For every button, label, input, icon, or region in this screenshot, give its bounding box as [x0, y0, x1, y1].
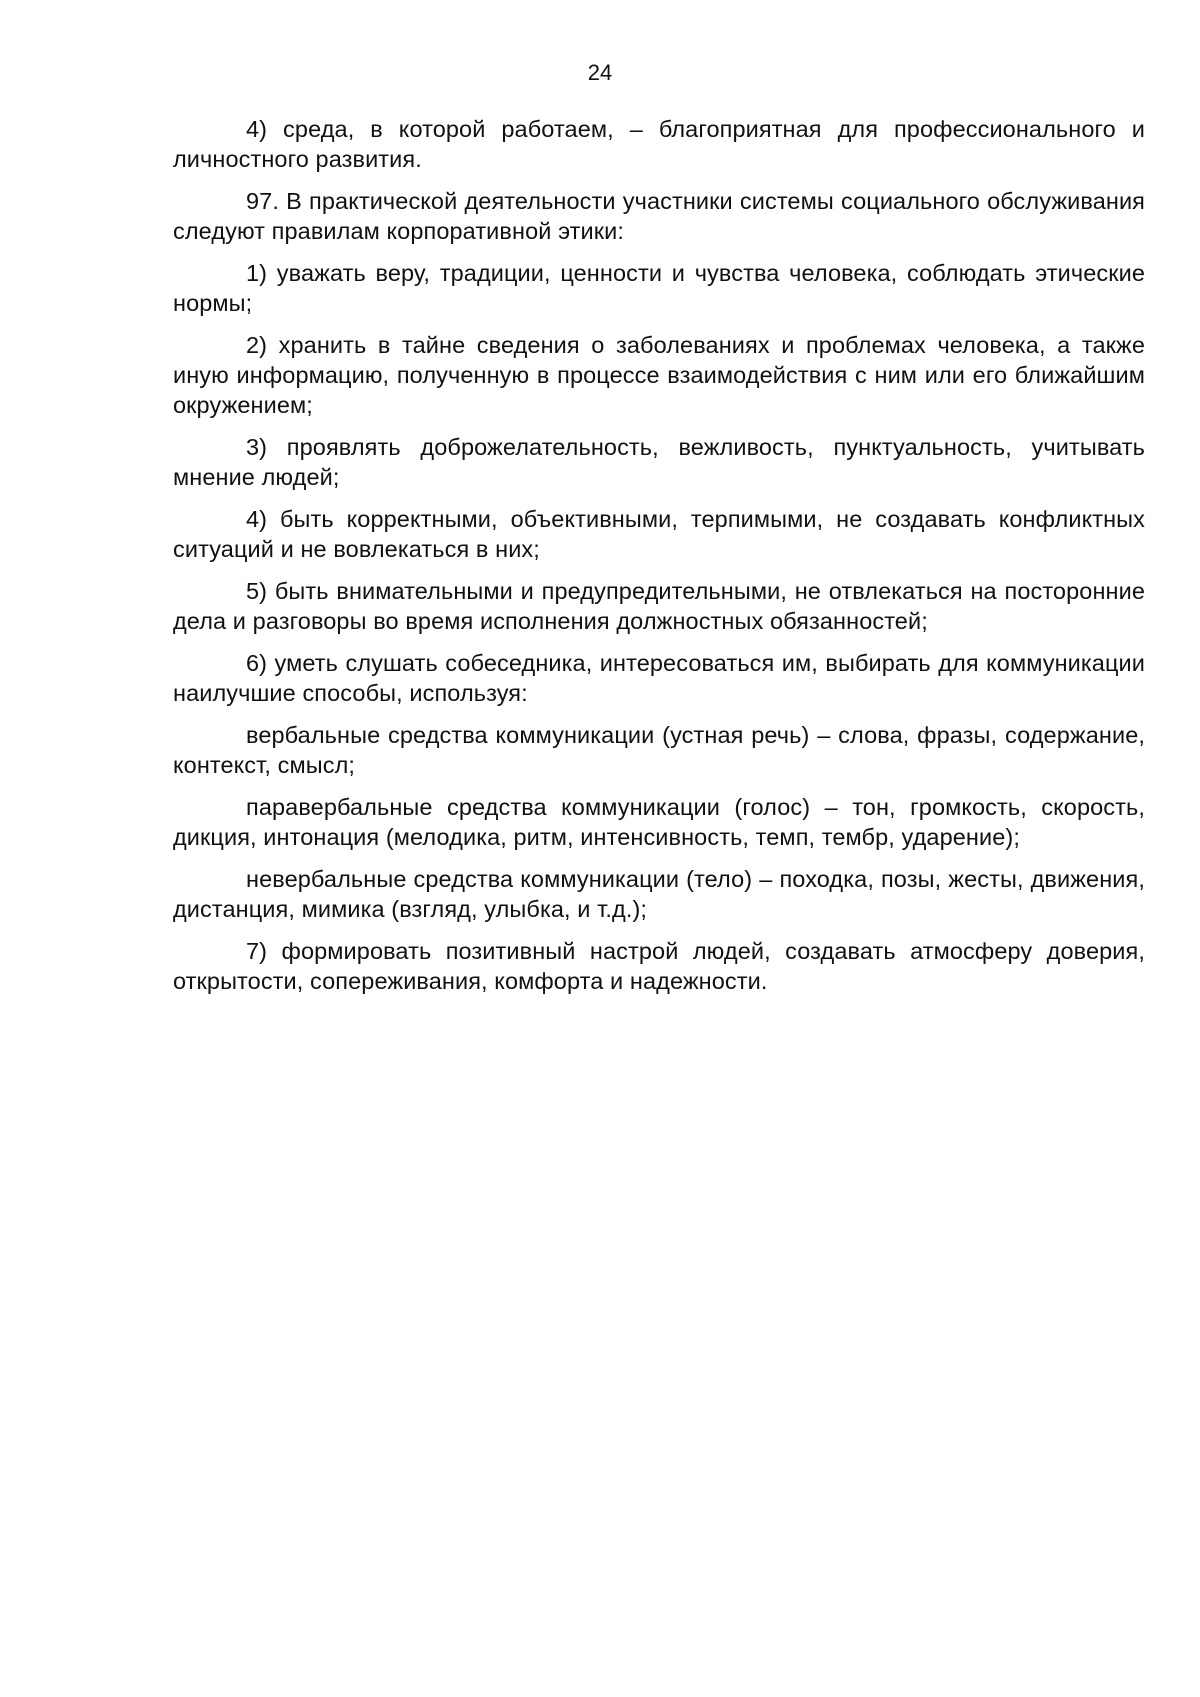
sub-item-paraverbal: паравербальные средства коммуникации (голос) – тон, громкость, скорость, дикция, интонация (мелодика, ритм, интенсивность, темп, тембр, ударение);: [173, 794, 1145, 850]
page-number: 24: [587, 60, 613, 85]
list-item-5: 5) быть внимательными и предупредительными, не отвлекаться на посторонние дела и разговоры во время исполнения должностных обязанностей;: [173, 578, 1145, 634]
sub-item-verbal: вербальные средства коммуникации (устная речь) – слова, фразы, содержание, контекст, смысл;: [173, 722, 1145, 778]
list-item-3: 3) проявлять доброжелательность, вежливость, пунктуальность, учитывать мнение людей;: [173, 434, 1145, 490]
list-item-1: 1) уважать веру, традиции, ценности и чувства человека, соблюдать этические нормы;: [173, 260, 1145, 316]
paragraph-97-corporate-ethics: 97. В практической деятельности участники системы социального обслуживания следуют правилам корпоративной этики:: [173, 188, 1145, 244]
sub-item-nonverbal: невербальные средства коммуникации (тело) – походка, позы, жесты, движения, дистанция, мимика (взгляд, улыбка, и т.д.);: [173, 866, 1145, 922]
list-item-4: 4) быть корректными, объективными, терпимыми, не создавать конфликтных ситуаций и не вовлекаться в них;: [173, 506, 1145, 562]
document-body: [173, 114, 1145, 1008]
list-item-7: 7) формировать позитивный настрой людей, создавать атмосферу доверия, открытости, сопереживания, комфорта и надежности.: [173, 938, 1145, 994]
paragraph-environment: 4) среда, в которой работаем, – благоприятная для профессионального и личностного развития.: [173, 116, 1145, 172]
list-item-2: 2) хранить в тайне сведения о заболеваниях и проблемах человека, а также иную информацию, полученную в процессе взаимодействия с ним или его ближайшим окружением;: [173, 332, 1145, 418]
list-item-6: 6) уметь слушать собеседника, интересоваться им, выбирать для коммуникации наилучшие способы, используя:: [173, 650, 1145, 706]
